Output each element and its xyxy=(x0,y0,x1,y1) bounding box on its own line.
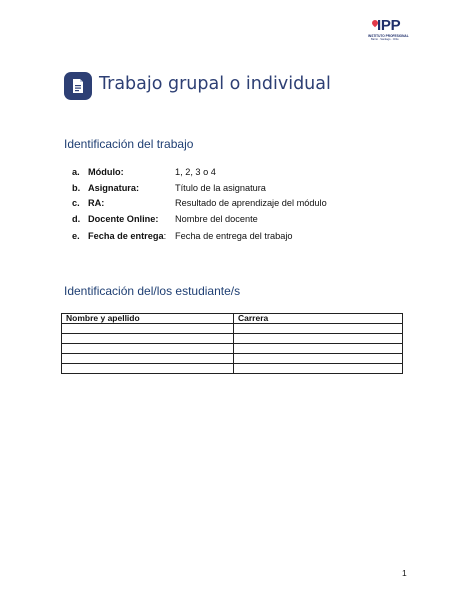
table-row xyxy=(62,334,403,344)
info-letter: c. xyxy=(72,198,80,208)
info-value: Nombre del docente xyxy=(175,214,258,224)
column-header-career: Carrera xyxy=(234,314,403,324)
info-letter: a. xyxy=(72,167,80,177)
logo-name: IPP xyxy=(377,17,401,34)
info-value: Título de la asignatura xyxy=(175,183,266,193)
info-key: Módulo: xyxy=(88,167,124,177)
info-value: Resultado de aprendizaje del módulo xyxy=(175,198,327,208)
table-cell-name[interactable] xyxy=(62,364,234,374)
page-title: Trabajo grupal o individual xyxy=(99,74,331,94)
column-header-name: Nombre y apellido xyxy=(62,314,234,324)
table-row xyxy=(62,324,403,334)
table-row xyxy=(62,344,403,354)
table-cell-career[interactable] xyxy=(234,334,403,344)
info-value: 1, 2, 3 o 4 xyxy=(175,167,216,177)
info-letter: d. xyxy=(72,214,81,224)
document-icon xyxy=(64,72,92,100)
institution-logo xyxy=(368,18,414,40)
page-number: 1 xyxy=(402,568,407,578)
work-identification-heading: Identificación del trabajo xyxy=(64,137,194,151)
table-cell-career[interactable] xyxy=(234,344,403,354)
table-cell-career[interactable] xyxy=(234,354,403,364)
info-key: RA: xyxy=(88,198,105,208)
table-cell-career[interactable] xyxy=(234,324,403,334)
info-key-text: Fecha de entrega xyxy=(88,231,164,241)
table-row xyxy=(62,364,403,374)
info-key: Asignatura: xyxy=(88,183,140,193)
students-table xyxy=(61,313,403,374)
info-key: Docente Online: xyxy=(88,214,159,224)
logo-tagline: Barrio · Santiago · Chile xyxy=(371,38,399,41)
table-cell-name[interactable] xyxy=(62,354,234,364)
info-letter: b. xyxy=(72,183,81,193)
table-cell-name[interactable] xyxy=(62,334,234,344)
logo-subtitle: INSTITUTO PROFESIONAL xyxy=(368,34,409,38)
info-value: Fecha de entrega del trabajo xyxy=(175,231,293,241)
table-row xyxy=(62,354,403,364)
table-cell-name[interactable] xyxy=(62,344,234,354)
table-cell-name[interactable] xyxy=(62,324,234,334)
table-cell-career[interactable] xyxy=(234,364,403,374)
info-letter: e. xyxy=(72,231,80,241)
table-header-row xyxy=(62,314,403,324)
info-key-suffix: : xyxy=(163,231,167,241)
info-key xyxy=(88,230,166,242)
students-heading: Identificación del/los estudiante/s xyxy=(64,284,241,298)
